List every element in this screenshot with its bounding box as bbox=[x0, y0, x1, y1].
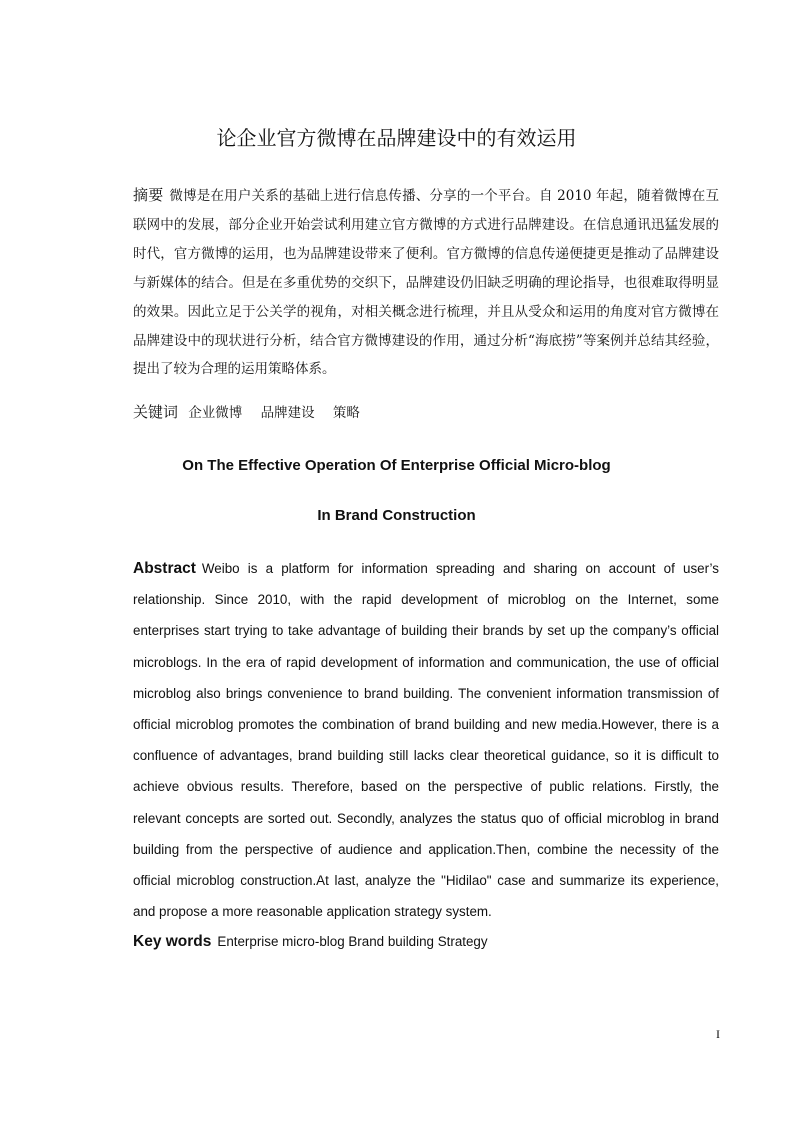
english-abstract bbox=[133, 553, 719, 927]
chinese-keyword: 企业微博 bbox=[188, 405, 243, 421]
english-keywords-label: Key words bbox=[133, 933, 212, 950]
chinese-title: 论企业官方微博在品牌建设中的有效运用 bbox=[216, 126, 577, 150]
chinese-abstract bbox=[133, 181, 719, 384]
chinese-keyword: 品牌建设 bbox=[260, 405, 315, 421]
chinese-keywords bbox=[133, 399, 719, 426]
english-abstract-text: Weibo is a platform for information spreading and sharing on account of user’s relationship. Since 2010, with the rapid development of microblog on the Internet, some enterprises start trying to take advantage of building their brands by set up the company’s official microblogs. In the era of rapid development of information and communication, the use of official microblog also brings convenience to brand building. The convenient information transmission of official microblog promotes the combination of brand building and new media.However, there is a confluence of advantages, brand building still lacks clear theoretical guidance, so it is difficult to achieve obvious results. Therefore, based on the perspective of public relations. Firstly, the relevant concepts are sorted out. Secondly, analyzes the status quo of official microblog in brand building from the perspective of audience and application.Then, combine the necessity of the official microblog construction.At last, analyze the "Hidilao" case and summarize its experience, and propose a more reasonable application strategy system. bbox=[133, 561, 719, 920]
chinese-keyword: 策略 bbox=[332, 405, 360, 421]
chinese-abstract-text: 微博是在用户关系的基础上进行信息传播、分享的一个平台。自 2010 年起，随着微博在互联网中的发展，部分企业开始尝试利用建立官方微博的方式进行品牌建设。在信息通讯迅猛发展的时代，官方微博的运用，也为品牌建设带来了便利。官方微博的信息传递便捷更是推动了品牌建设与新媒体的结合。但是在多重优势的交织下，品牌建设仍旧缺乏明确的理论指导，也很难取得明显的效果。因此立足于公关学的视角，对相关概念进行梳理，并且从受众和运用的角度对官方微博在品牌建设中的现状进行分析，结合官方微博建设的作用，通过分析“海底捞”等案例并总结其经验，提出了较为合理的运用策略体系。 bbox=[133, 188, 719, 378]
english-title-line-1: On The Effective Operation Of Enterprise Official Micro-blog bbox=[182, 457, 611, 474]
chinese-keywords-label: 关键词 bbox=[133, 403, 179, 421]
english-keywords bbox=[133, 930, 719, 954]
page-number: I bbox=[716, 1027, 720, 1041]
chinese-abstract-label: 摘要 bbox=[133, 186, 164, 204]
english-abstract-label: Abstract bbox=[133, 560, 196, 577]
english-title-line-2: In Brand Construction bbox=[317, 507, 476, 524]
english-keywords-text: Enterprise micro-blog Brand building Strategy bbox=[217, 934, 488, 949]
